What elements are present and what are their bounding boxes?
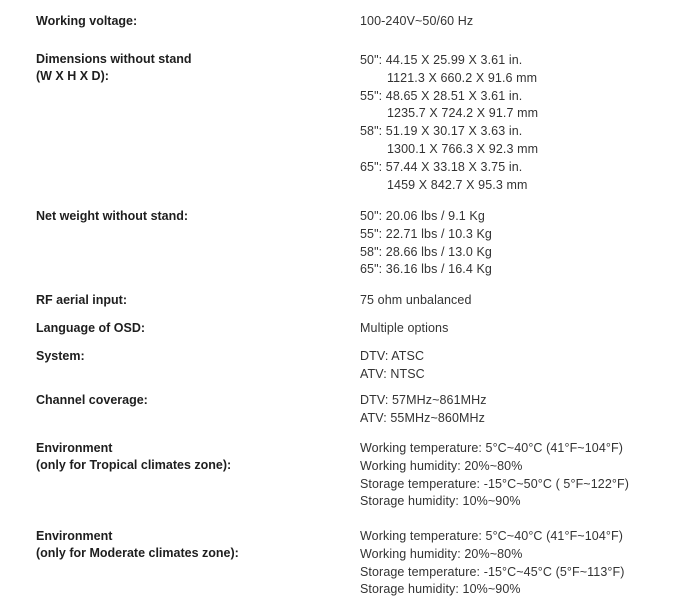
spec-value-line: 58": 51.19 X 30.17 X 3.63 in. <box>360 124 523 139</box>
spec-value-line: 1459 X 842.7 X 95.3 mm <box>387 177 528 192</box>
spec-value-line: Working humidity: 20%~80% <box>360 546 523 561</box>
spec-label-rf-input <box>36 292 336 309</box>
spec-value-line: DTV: 57MHz~861MHz <box>360 393 487 407</box>
spec-label-text: (only for Moderate climates zone): <box>36 546 239 560</box>
spec-value-line: ATV: 55MHz~860MHz <box>360 410 486 425</box>
spec-value-line: 50": 44.15 X 25.99 X 3.61 in. <box>360 53 523 67</box>
spec-label-text: Environment <box>36 441 113 455</box>
spec-value-dimensions <box>360 52 670 194</box>
spec-value-line: Working temperature: 5°C~40°C (41°F~104°F) <box>360 441 623 455</box>
spec-value-line: 55": 22.71 lbs / 10.3 Kg <box>360 226 492 241</box>
spec-value-system <box>360 348 670 384</box>
spec-value-osd-language <box>360 320 670 338</box>
spec-value-line: Storage temperature: -15°C~50°C ( 5°F~122°F) <box>360 476 629 491</box>
spec-value-line: 1121.3 X 660.2 X 91.6 mm <box>387 70 538 85</box>
spec-value-line: Working humidity: 20%~80% <box>360 458 523 473</box>
spec-value-line: 65": 36.16 lbs / 16.4 Kg <box>360 262 492 277</box>
spec-label-environment-tropical <box>36 440 336 474</box>
spec-label-text: Language of OSD: <box>36 321 146 335</box>
spec-label-osd-language <box>36 320 336 337</box>
spec-value-line: DTV: ATSC <box>360 349 425 363</box>
spec-value-line: 50": 20.06 lbs / 9.1 Kg <box>360 209 485 223</box>
spec-value-net-weight <box>360 208 670 279</box>
spec-label-text: (W X H X D): <box>36 69 109 83</box>
spec-label-text: System: <box>36 349 85 363</box>
spec-label-text: Dimensions without stand <box>36 52 192 66</box>
spec-value-line: 100-240V~50/60 Hz <box>360 14 474 28</box>
spec-label-working-voltage <box>36 13 336 30</box>
spec-value-environment-moderate <box>360 528 670 599</box>
spec-label-channel-coverage <box>36 392 336 409</box>
spec-label-environment-moderate <box>36 528 336 562</box>
spec-label-text: Working voltage: <box>36 14 138 28</box>
spec-value-line: 65": 57.44 X 33.18 X 3.75 in. <box>360 159 523 174</box>
spec-value-environment-tropical <box>360 440 670 511</box>
spec-value-line: 58": 28.66 lbs / 13.0 Kg <box>360 244 492 259</box>
spec-label-text: Environment <box>36 529 113 543</box>
spec-label-text: (only for Tropical climates zone): <box>36 458 232 472</box>
spec-value-line: ATV: NTSC <box>360 366 425 381</box>
spec-value-line: Storage humidity: 10%~90% <box>360 494 521 509</box>
spec-label-text: RF aerial input: <box>36 293 127 307</box>
spec-label-system <box>36 348 336 365</box>
spec-value-line: Storage temperature: -15°C~45°C (5°F~113°F) <box>360 564 625 579</box>
spec-label-text: Net weight without stand: <box>36 209 189 223</box>
spec-value-line: 55": 48.65 X 28.51 X 3.61 in. <box>360 88 523 103</box>
spec-value-line: Working temperature: 5°C~40°C (41°F~104°F) <box>360 529 623 543</box>
spec-value-working-voltage <box>360 13 670 31</box>
spec-value-line: 1235.7 X 724.2 X 91.7 mm <box>387 106 539 121</box>
spec-value-line: 1300.1 X 766.3 X 92.3 mm <box>387 141 539 156</box>
spec-label-text: Channel coverage: <box>36 393 148 407</box>
spec-value-channel-coverage <box>360 392 670 428</box>
spec-value-rf-input <box>360 292 670 310</box>
spec-label-dimensions <box>36 51 336 85</box>
spec-value-line: Multiple options <box>360 321 449 335</box>
spec-label-net-weight <box>36 208 336 225</box>
spec-value-line: 75 ohm unbalanced <box>360 293 472 307</box>
spec-value-line: Storage humidity: 10%~90% <box>360 582 521 597</box>
